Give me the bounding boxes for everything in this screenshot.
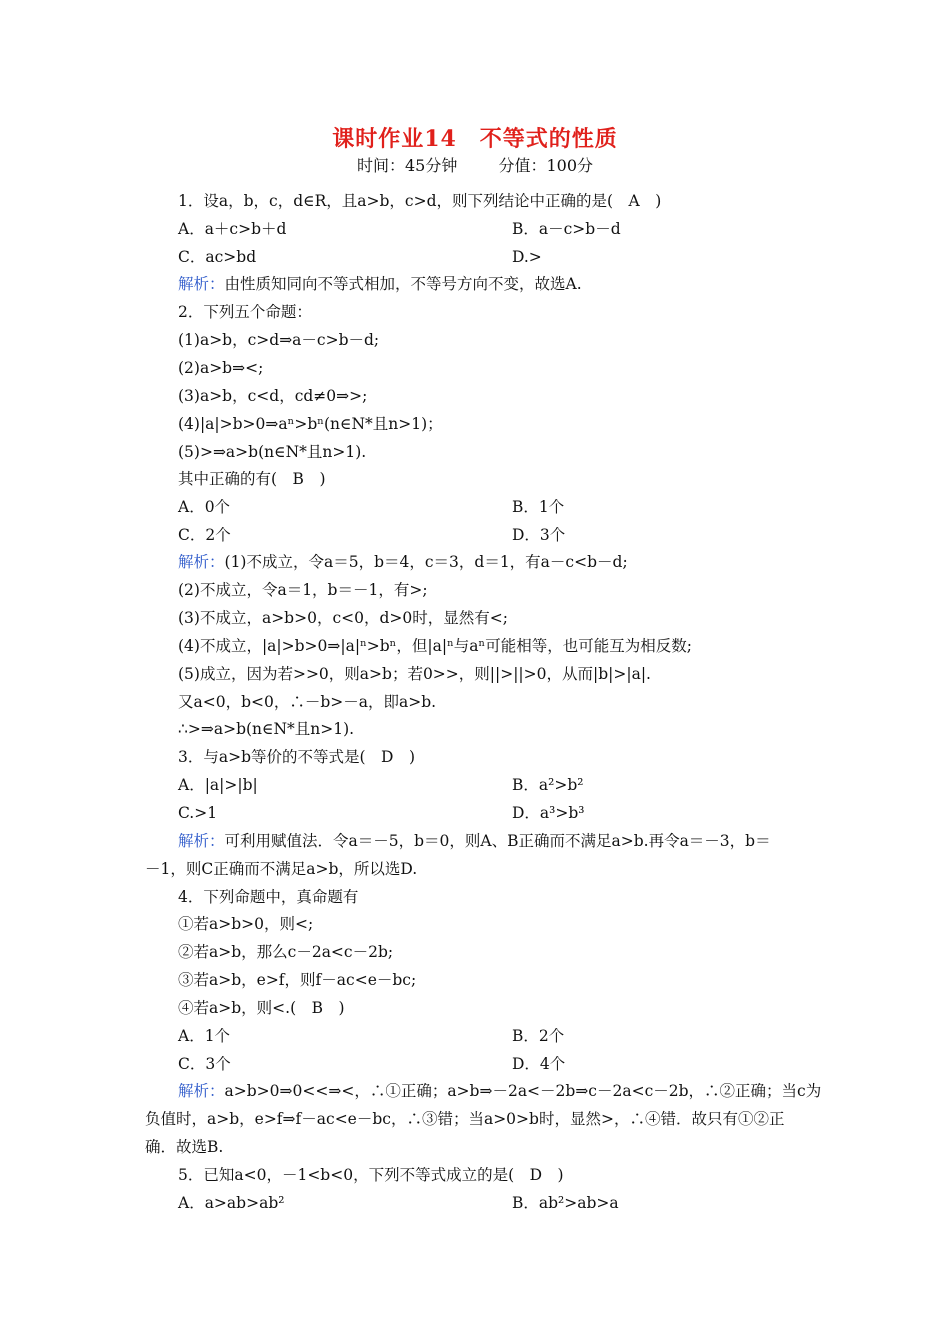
text-line <box>178 1193 284 1213</box>
option-right: D．4个 <box>512 1055 566 1073</box>
text-line <box>178 1165 564 1185</box>
analysis-label: 解析： <box>178 275 225 293</box>
option-right: B．2个 <box>512 1027 565 1045</box>
text-line <box>145 1109 784 1129</box>
text-line <box>178 302 312 322</box>
line-text: (4)不成立，|a|>b>0⇒|a|ⁿ>bⁿ，但|a|ⁿ与aⁿ可能相等，也可能互为相反数; <box>178 637 692 655</box>
line-text: (3)不成立，a>b>0，c<0，d>0时，显然有<; <box>178 609 508 627</box>
text-line <box>178 775 258 795</box>
text-line <box>178 692 436 712</box>
text-line <box>178 497 230 517</box>
line-text: 又a<0，b<0，∴－b>－a，即a>b. <box>178 693 437 711</box>
text-line <box>178 442 366 462</box>
analysis-line <box>178 1081 821 1101</box>
option-right: D．a³>b³ <box>512 804 585 822</box>
text-line <box>178 330 379 350</box>
text-line <box>178 608 508 628</box>
line-text: ④若a>b，则<.( B ) <box>178 999 345 1017</box>
line-text: A．a＋c>b＋d <box>178 220 287 238</box>
text-line <box>178 636 692 656</box>
text-line <box>178 247 256 267</box>
line-text: 其中正确的有( B ) <box>178 470 326 488</box>
analysis-line <box>178 831 771 851</box>
line-text: 由性质知同向不等式相加，不等号方向不变，故选A. <box>224 275 582 293</box>
text-line <box>178 525 231 545</box>
score-label: 分值：100分 <box>498 156 593 175</box>
line-text: 5．已知a<0，－1<b<0，下列不等式成立的是( D ) <box>178 1166 564 1184</box>
line-text: (3)a>b，c<d，cd≠0⇒>; <box>178 387 368 405</box>
line-text: (5)成立，因为若>>0，则a>b；若0>>，则||>||>0，从而|b|>|a|. <box>178 665 651 683</box>
line-text: ∴>⇒a>b(n∈N*且n>1). <box>178 720 355 738</box>
line-text: (1)不成立，令a＝5，b＝4，c＝3，d＝1，有a－c<b－d; <box>224 553 628 571</box>
text-line <box>178 191 661 211</box>
page-title: 课时作业14 不等式的性质 <box>332 126 618 152</box>
line-text: (5)>⇒a>b(n∈N*且n>1). <box>178 443 367 461</box>
line-text: ②若a>b，那么c－2a<c－2b; <box>178 943 394 961</box>
text-line <box>145 859 417 879</box>
line-text: 1．设a，b，c，d∈R，且a>b，c>d，则下列结论中正确的是( A ) <box>178 192 662 210</box>
time-label: 时间：45分钟 <box>356 156 458 175</box>
option-right: D.> <box>512 248 542 266</box>
text-line <box>178 664 651 684</box>
line-text: ①若a>b>0，则<; <box>178 915 314 933</box>
option-right: B．1个 <box>512 498 565 516</box>
text-line <box>178 358 263 378</box>
line-text: 可利用赋值法．令a＝－5，b＝0，则A、B正确而不满足a>b.再令a＝－3，b＝ <box>224 832 771 850</box>
line-text: C．2个 <box>178 526 231 544</box>
line-text: (2)不成立，令a＝1，b＝－1，有>; <box>178 581 428 599</box>
page-subtitle <box>0 153 950 176</box>
line-text: 4．下列命题中，真命题有 <box>178 888 359 906</box>
text-line <box>178 219 286 239</box>
text-line <box>178 414 443 434</box>
text-line <box>178 580 428 600</box>
text-line <box>178 998 345 1018</box>
line-text: 负值时，a>b，e>f⇒f－ac<e－bc，∴③错；当a>0>b时，显然>，∴④错．故只有①②正 <box>145 1110 785 1128</box>
line-text: C.>1 <box>178 804 218 822</box>
line-text: 确．故选B. <box>145 1138 224 1156</box>
line-text: ③若a>b，e>f，则f－ac<e－bc; <box>178 971 417 989</box>
option-right: B．a²>b² <box>512 776 584 794</box>
text-line <box>178 887 358 907</box>
line-text: A．0个 <box>178 498 231 516</box>
text-line <box>178 970 416 990</box>
analysis-line <box>178 552 628 572</box>
text-line <box>145 1137 223 1157</box>
text-line <box>178 1026 230 1046</box>
text-line <box>178 469 326 489</box>
analysis-label: 解析： <box>178 1082 225 1100</box>
line-text: (4)|a|>b>0⇒aⁿ>bⁿ(n∈N*且n>1)； <box>178 415 443 433</box>
analysis-label: 解析： <box>178 553 225 571</box>
analysis-label: 解析： <box>178 832 225 850</box>
text-line <box>178 914 313 934</box>
line-text: A．a>ab>ab² <box>178 1194 285 1212</box>
line-text: A．1个 <box>178 1027 231 1045</box>
text-line <box>178 803 217 823</box>
line-text: (2)a>b⇒<; <box>178 359 264 377</box>
text-line <box>178 942 393 962</box>
analysis-line <box>178 274 582 294</box>
line-text: 2．下列五个命题： <box>178 303 312 321</box>
option-right: B．ab²>ab>a <box>512 1194 619 1212</box>
text-line <box>178 747 415 767</box>
line-text: C．ac>bd <box>178 248 257 266</box>
line-text: a>b>0⇒0<<⇒<，∴①正确；a>b⇒－2a<－2b⇒c－2a<c－2b，∴②正确；当c为 <box>224 1082 822 1100</box>
line-text: 3．与a>b等价的不等式是( D ) <box>178 748 416 766</box>
text-line <box>178 1054 231 1074</box>
line-text: A．|a|>|b| <box>178 776 258 794</box>
option-right: D．3个 <box>512 526 566 544</box>
line-text: (1)a>b，c>d⇒a－c>b－d; <box>178 331 380 349</box>
line-text: －1，则C正确而不满足a>b，所以选D. <box>145 860 418 878</box>
text-line <box>178 719 354 739</box>
option-right: B．a－c>b－d <box>512 220 621 238</box>
line-text: C．3个 <box>178 1055 231 1073</box>
text-line <box>178 386 367 406</box>
